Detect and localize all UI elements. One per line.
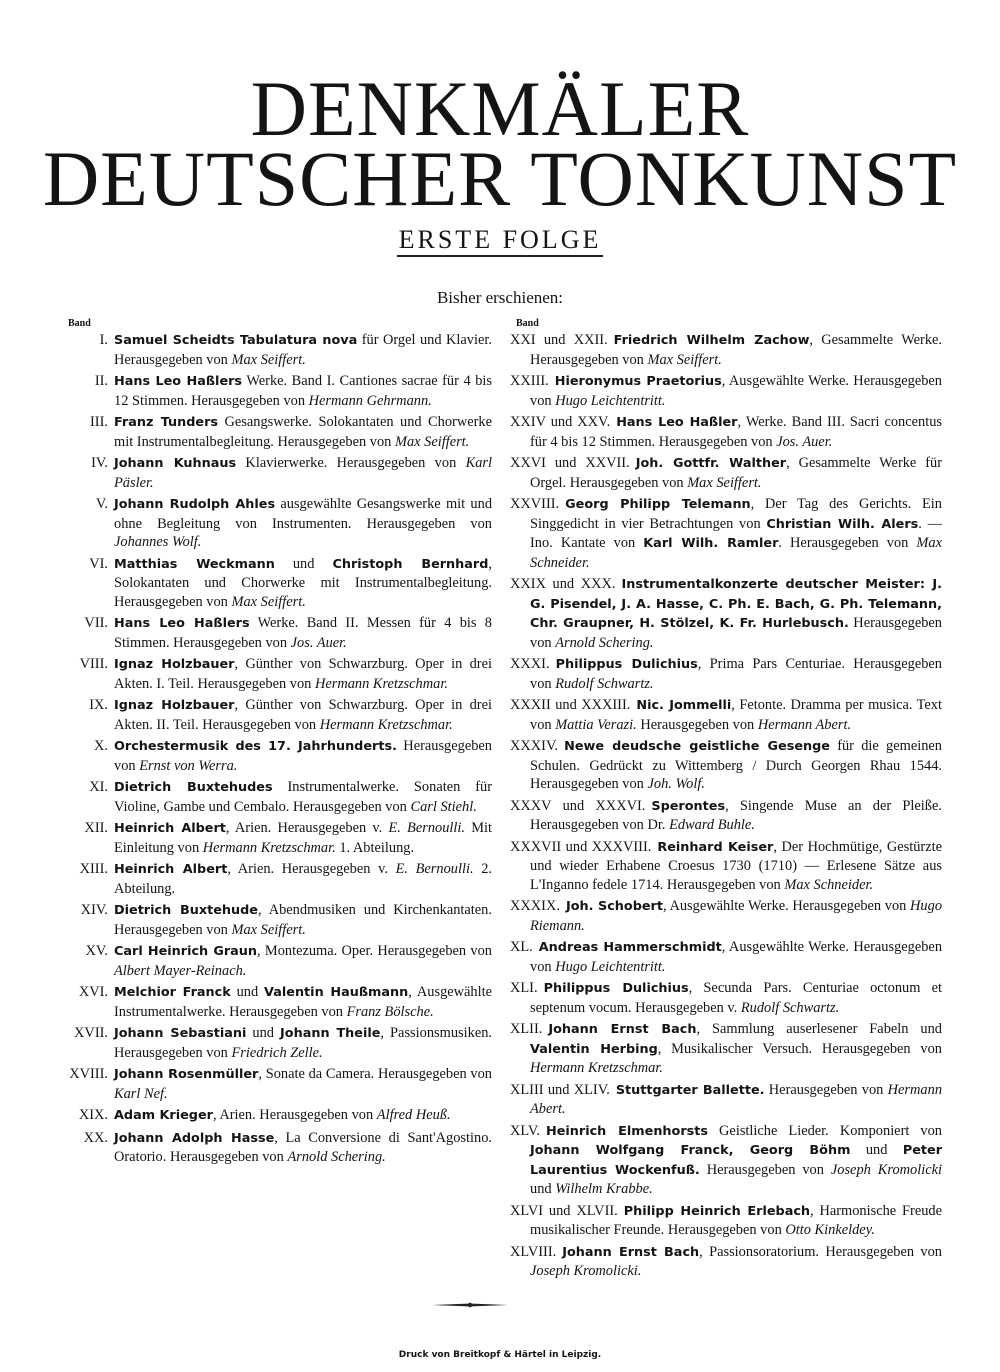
volume-entry bbox=[62, 696, 492, 734]
composer-title: Franz Tunders bbox=[114, 415, 219, 430]
volume-number: IV. bbox=[91, 455, 108, 471]
editor-name: Hermann Kretzschmar. bbox=[314, 675, 448, 692]
volume-number: XXIII. bbox=[510, 373, 549, 389]
composer-title: Johann Ernst Bach bbox=[562, 1244, 700, 1260]
title-line-1: DENKMÄLER bbox=[250, 65, 750, 152]
description-text: 1. Abteilung. bbox=[335, 839, 415, 856]
description-text: Herausgegeben von bbox=[114, 738, 492, 774]
series-label: ERSTE FOLGE bbox=[397, 225, 604, 257]
volume-entry bbox=[62, 942, 492, 980]
composer-title: Stuttgarter Ballette. bbox=[615, 1082, 765, 1098]
volume-entry bbox=[510, 696, 942, 734]
volume-description bbox=[510, 331, 942, 369]
volume-number: VIII. bbox=[79, 656, 108, 672]
volume-description bbox=[62, 819, 492, 857]
editor-name: Max Seiffert. bbox=[231, 921, 306, 938]
composer-title: Newe deudsche geistliche Gesenge bbox=[564, 739, 830, 754]
description-text: , Passionsmusiken. Herausgegeben von bbox=[114, 1025, 493, 1061]
volume-number: XIX. bbox=[78, 1107, 108, 1123]
editor-name: Jos. Auer. bbox=[290, 634, 347, 651]
volume-description bbox=[62, 983, 492, 1021]
editor-name: Hermann Abert. bbox=[530, 1081, 943, 1117]
volume-entry bbox=[62, 860, 492, 898]
volume-number: XXXIV. bbox=[510, 738, 559, 754]
editor-name: Hermann Abert. bbox=[757, 716, 852, 733]
editor-name: Hugo Riemann. bbox=[530, 898, 943, 934]
volume-description bbox=[510, 1122, 942, 1199]
composer-title: Carl Heinrich Graun bbox=[114, 944, 257, 959]
composer-title: Christoph Bernhard bbox=[332, 556, 489, 572]
volume-description bbox=[510, 495, 942, 572]
composer-title: Adam Krieger bbox=[114, 1108, 213, 1123]
editor-name: Otto Kinkeldey. bbox=[785, 1222, 875, 1238]
composer-title: Christian Wilh. Alers bbox=[766, 516, 919, 532]
description-text: und bbox=[850, 1142, 903, 1158]
volume-entry bbox=[510, 372, 942, 410]
description-text: , Der Hochmütige, Gestürzte und wieder Erhabene Croesus 1730 (1710) — Erlesene Sätze aus L'Inganno fedele 1714. Herausgegeben von bbox=[530, 838, 942, 893]
editor-name: Hermann Kretzschmar. bbox=[319, 716, 453, 733]
volume-number: V. bbox=[95, 496, 108, 512]
description-text: , Ausgewählte Werke. Herausgegeben von bbox=[662, 898, 911, 914]
editor-name: Max Seiffert. bbox=[647, 351, 722, 368]
left-volume-list bbox=[62, 331, 492, 1167]
description-text: , Singende Muse an der Pleiße. Herausgegeben von Dr. bbox=[530, 797, 942, 833]
composer-title: Valentin Haußmann bbox=[264, 985, 409, 1000]
description-text: , Arien. Herausgegeben v. bbox=[227, 861, 396, 877]
volume-description bbox=[62, 372, 492, 410]
description-text: für die gemeinen Schulen. Gedrückt zu Wittemberg / Durch Georgen Rhau 1544. Herausgegeben von bbox=[530, 738, 942, 792]
volume-description bbox=[62, 555, 492, 612]
composer-title: Philipp Heinrich Erlebach bbox=[623, 1203, 811, 1219]
volume-entry bbox=[510, 1243, 942, 1281]
description-text: 2. Abteilung. bbox=[114, 861, 492, 897]
editor-name: Wilhelm Krabbe. bbox=[555, 1181, 653, 1197]
volume-number: XL. bbox=[510, 939, 533, 955]
description-text: , Sammlung auserlesener Fabeln und bbox=[696, 1021, 942, 1037]
volume-description bbox=[510, 938, 942, 976]
editor-name: Hermann Kretzschmar. bbox=[530, 1060, 663, 1076]
volume-description bbox=[62, 901, 492, 939]
volume-description bbox=[510, 575, 942, 652]
volume-entry bbox=[510, 1081, 942, 1119]
volume-number: XLVI und XLVII. bbox=[510, 1202, 618, 1219]
volume-number: XLII. bbox=[510, 1021, 543, 1037]
volume-entry bbox=[510, 737, 942, 794]
composer-title: Georg Philipp Telemann bbox=[565, 497, 751, 512]
intro-text: Bisher erschienen: bbox=[436, 288, 564, 307]
volume-description bbox=[62, 778, 492, 816]
volume-entry bbox=[62, 1024, 492, 1062]
editor-name: E. Bernoulli. bbox=[395, 861, 474, 877]
composer-title: Instrumentalkonzerte deutscher Meister: J. G. Pisendel, J. A. Hasse, C. Ph. E. Bach, G. Ph. Telemann, Chr. Graupner, H. Stölzel, K. Fr. Hurlebusch. bbox=[530, 577, 943, 631]
volume-number: XXIV und XXV. bbox=[510, 414, 611, 430]
composer-title: Johann Theile bbox=[280, 1026, 381, 1041]
volume-description bbox=[62, 495, 492, 552]
composer-title: Johann Sebastiani bbox=[114, 1026, 247, 1041]
volume-entry bbox=[510, 1202, 942, 1240]
band-label: Band bbox=[516, 318, 539, 329]
description-text: , Arien. Herausgegeben v. bbox=[225, 820, 389, 836]
editor-name: Ernst von Werra. bbox=[139, 757, 238, 774]
description-text: Herausgegeben von bbox=[699, 1161, 831, 1178]
description-text: , Solokantaten und Chorwerke mit Instrumentalbegleitung. Herausgegeben von bbox=[114, 555, 492, 610]
editor-name: Karl Päsler. bbox=[114, 455, 493, 491]
volume-number: XX. bbox=[83, 1129, 108, 1146]
editor-name: Max Seiffert. bbox=[231, 351, 306, 368]
volume-entry bbox=[62, 614, 492, 652]
composer-title: Matthias Weckmann bbox=[114, 556, 275, 572]
volume-entry bbox=[62, 454, 492, 492]
description-text: . Herausgegeben von bbox=[778, 535, 917, 551]
volume-number: XLVIII. bbox=[510, 1243, 557, 1260]
composer-title: Johann Rosenmüller bbox=[114, 1067, 259, 1082]
volume-description bbox=[510, 655, 942, 693]
volume-number: XXXIX. bbox=[510, 898, 560, 914]
volume-entry bbox=[510, 575, 942, 652]
composer-title: Johann Ernst Bach bbox=[548, 1022, 697, 1037]
editor-name: Max Schneider. bbox=[784, 876, 874, 893]
volume-number: X. bbox=[94, 738, 108, 754]
composer-title: Melchior Franck bbox=[114, 985, 231, 1000]
volume-description bbox=[510, 897, 942, 935]
description-text: , Ausgewählte Werke. Herausgegeben von bbox=[530, 373, 943, 409]
editor-name: Max Seiffert. bbox=[394, 433, 470, 450]
volume-entry bbox=[510, 655, 942, 693]
volume-description bbox=[62, 1129, 492, 1167]
editor-name: Rudolf Schwartz. bbox=[740, 999, 840, 1016]
volume-description bbox=[510, 696, 942, 734]
volume-description bbox=[62, 454, 492, 492]
description-text: Herausgegeben von bbox=[764, 1081, 888, 1098]
volume-description bbox=[510, 454, 942, 492]
volume-description bbox=[510, 797, 942, 835]
description-text: Instrumentalwerke. Sonaten für Violine, Gambe und Cembalo. Herausgegeben von bbox=[114, 779, 492, 815]
composer-title: Valentin Herbing bbox=[530, 1041, 658, 1057]
description-text: , La Conversione di Sant'Agostino. Oratorio. Herausgegeben von bbox=[114, 1129, 492, 1165]
editor-name: Joseph Kromolicki bbox=[830, 1161, 942, 1178]
volume-number: II. bbox=[94, 373, 108, 389]
description-text: Werke. Band II. Messen für 4 bis 8 Stimmen. Herausgegeben von bbox=[114, 615, 492, 651]
composer-title: Ignaz Holzbauer bbox=[114, 698, 235, 713]
description-text: ausgewählte Gesangswerke mit und ohne Begleitung von Instrumenten. Herausgegeben von bbox=[114, 496, 493, 532]
description-text: , Arien. Herausgegeben von bbox=[212, 1107, 377, 1123]
ornament-rule bbox=[430, 1302, 510, 1308]
editor-name: Karl Nef. bbox=[114, 1085, 168, 1102]
volume-description bbox=[62, 737, 492, 775]
volume-number: VI. bbox=[89, 555, 108, 572]
editor-name: Hugo Leichtentritt. bbox=[555, 392, 666, 409]
composer-title: Philippus Dulichius bbox=[543, 981, 689, 996]
left-column bbox=[62, 318, 492, 1170]
composer-title: Samuel Scheidts Tabulatura nova bbox=[114, 333, 358, 348]
volume-entry bbox=[510, 495, 942, 572]
composer-title: Ignaz Holzbauer bbox=[114, 657, 235, 672]
volume-number: XXXII und XXXIII. bbox=[510, 697, 631, 713]
volume-number: XLV. bbox=[510, 1122, 540, 1139]
volume-description bbox=[510, 372, 942, 410]
printer-imprint: Druck von Breitkopf & Härtel in Leipzig. bbox=[398, 1350, 602, 1360]
volume-number: XXVI und XXVII. bbox=[510, 455, 630, 471]
volume-entry bbox=[510, 938, 942, 976]
description-text: , Prima Pars Centuriae. Herausgegeben von bbox=[530, 656, 942, 692]
volume-description bbox=[510, 979, 942, 1017]
volume-description bbox=[62, 1106, 492, 1126]
description-text: , Der Tag des Gerichts. Ein Singgedicht in vier Betrachtungen von bbox=[530, 496, 942, 532]
volume-number: VII. bbox=[84, 615, 108, 631]
volume-entry bbox=[62, 555, 492, 612]
volume-description bbox=[62, 655, 492, 693]
volume-number: XXI und XXII. bbox=[510, 332, 608, 348]
description-text: Klavierwerke. Herausgegeben von bbox=[236, 455, 466, 471]
description-text: Geistliche Lieder. Komponiert von bbox=[708, 1122, 942, 1139]
volume-description bbox=[62, 331, 492, 369]
description-text: , Sonate da Camera. Herausgegeben von bbox=[258, 1066, 493, 1082]
volume-description bbox=[510, 737, 942, 794]
editor-name: Mattia Verazi. bbox=[555, 716, 637, 733]
volume-description bbox=[62, 942, 492, 980]
volume-entry bbox=[62, 655, 492, 693]
description-text: , Ausgewählte Werke. Herausgegeben von bbox=[530, 939, 943, 975]
composer-title: Hans Leo Haßlers bbox=[114, 374, 243, 389]
volume-entry bbox=[62, 372, 492, 410]
description-text: , Montezuma. Oper. Herausgegeben von bbox=[257, 943, 492, 959]
editor-name: Joh. Wolf. bbox=[647, 776, 705, 792]
composer-title: Sperontes bbox=[651, 798, 726, 814]
volume-entry bbox=[510, 979, 942, 1017]
description-text: Gesangswerke. Solokantaten und Chorwerke mit Instrumentalbegleitung. Herausgegeben von bbox=[114, 414, 492, 450]
composer-title: Philippus Dulichius bbox=[555, 657, 698, 672]
volume-entry bbox=[510, 413, 942, 451]
description-text: , Gesammelte Werke. Herausgegeben von bbox=[530, 332, 942, 368]
description-text: Herausgegeben von bbox=[530, 615, 943, 651]
volume-entry bbox=[62, 1106, 492, 1126]
description-text: Herausgegeben von bbox=[636, 716, 758, 733]
volume-number: XXXVII und XXXVIII. bbox=[510, 838, 652, 855]
description-text: , Günther von Schwarzburg. Oper in drei Akten. II. Teil. Herausgegeben von bbox=[114, 697, 492, 733]
volume-description bbox=[510, 413, 942, 451]
volume-entry bbox=[62, 413, 492, 451]
composer-title: Johann Kuhnaus bbox=[114, 456, 237, 471]
volume-description bbox=[62, 413, 492, 451]
volume-entry bbox=[510, 1122, 942, 1199]
volume-entry bbox=[510, 797, 942, 835]
volume-entry bbox=[62, 983, 492, 1021]
editor-name: Joseph Kromolicki. bbox=[530, 1263, 642, 1279]
description-text: und bbox=[274, 555, 333, 572]
description-text: Mit Einleitung von bbox=[114, 820, 492, 856]
composer-title: Friedrich Wilhelm Zachow bbox=[613, 333, 810, 348]
volume-entry bbox=[62, 778, 492, 816]
volume-entry bbox=[62, 495, 492, 552]
editor-name: Max Seiffert. bbox=[687, 474, 762, 491]
editor-name: Friedrich Zelle. bbox=[231, 1044, 323, 1061]
volume-description bbox=[62, 860, 492, 898]
volume-number: XXXI. bbox=[510, 656, 550, 672]
description-text: Werke. Band I. Cantiones sacrae für 4 bis 12 Stimmen. Herausgegeben von bbox=[114, 373, 493, 409]
description-text: für Orgel und Klavier. Herausgegeben von bbox=[114, 332, 492, 368]
volume-entry bbox=[510, 897, 942, 935]
volume-number: XXVIII. bbox=[510, 496, 560, 512]
band-label: Band bbox=[68, 318, 91, 329]
composer-title: Johann Wolfgang Franck, Georg Böhm bbox=[530, 1143, 851, 1158]
volume-number: XVIII. bbox=[69, 1066, 108, 1082]
volume-number: XIII. bbox=[79, 861, 108, 877]
description-text: , Secunda Pars. Centuriae octonum et septenum vocum. Herausgegeben v. bbox=[530, 980, 942, 1016]
volume-number: XI. bbox=[89, 779, 108, 795]
editor-name: Rudolf Schwartz. bbox=[555, 675, 654, 692]
description-text: . — Ino. Kantate von bbox=[530, 515, 942, 551]
editor-name: Edward Buhle. bbox=[669, 817, 755, 833]
description-text: , Passionsoratorium. Herausgegeben von bbox=[699, 1243, 942, 1260]
volume-number: IX. bbox=[89, 697, 108, 713]
editor-name: Albert Mayer-Reinach. bbox=[114, 962, 247, 979]
volume-number: XLIII und XLIV. bbox=[510, 1081, 610, 1098]
composer-title: Hans Leo Haßlers bbox=[114, 616, 250, 631]
volume-number: I. bbox=[99, 332, 108, 348]
editor-name: Arnold Schering. bbox=[555, 634, 654, 651]
series-heading bbox=[0, 227, 1000, 253]
volume-description bbox=[62, 1065, 492, 1103]
composer-title: Peter Laurentius Wockenfuß. bbox=[530, 1143, 943, 1178]
volume-description bbox=[510, 1243, 942, 1281]
composer-title: Andreas Hammerschmidt bbox=[538, 940, 722, 955]
volume-number: XLI. bbox=[510, 980, 538, 996]
right-column bbox=[510, 318, 942, 1284]
description-text: , Günther von Schwarzburg. Oper in drei Akten. I. Teil. Herausgegeben von bbox=[114, 656, 492, 692]
volume-number: XV. bbox=[85, 943, 108, 959]
editor-name: Carl Stiehl. bbox=[410, 798, 477, 815]
right-volume-list bbox=[510, 331, 942, 1281]
description-text: , Abendmusiken und Kirchenkantaten. Herausgegeben von bbox=[114, 902, 492, 938]
volume-entry bbox=[510, 1020, 942, 1078]
volume-number: XVI. bbox=[78, 984, 108, 1000]
composer-title: Joh. Schobert bbox=[565, 899, 663, 914]
description-text: , Gesammelte Werke für Orgel. Herausgegeben von bbox=[530, 455, 942, 491]
description-text: , Werke. Band III. Sacri concentus für 4 bis 12 Stimmen. Herausgegeben von bbox=[530, 414, 942, 450]
volume-entry bbox=[62, 819, 492, 857]
composer-title: Heinrich Albert bbox=[114, 821, 226, 836]
composer-title: Johann Adolph Hasse bbox=[114, 1130, 275, 1146]
editor-name: Arnold Schering. bbox=[287, 1149, 386, 1165]
editor-name: Franz Bölsche. bbox=[346, 1003, 434, 1020]
volume-number: XVII. bbox=[74, 1025, 108, 1041]
editor-name: E. Bernoulli. bbox=[388, 820, 465, 836]
volume-number: XXXV und XXXVI. bbox=[510, 797, 646, 814]
editor-name: Max Seiffert. bbox=[231, 593, 306, 610]
composer-title: Nic. Jommelli bbox=[636, 698, 732, 713]
volume-entry bbox=[510, 838, 942, 895]
volume-description bbox=[510, 838, 942, 895]
description-text: , Ausgewählte Instrumentalwerke. Herausgegeben von bbox=[114, 984, 493, 1020]
composer-title: Heinrich Albert bbox=[114, 862, 228, 877]
volume-number: III. bbox=[90, 414, 108, 430]
composer-title: Dietrich Buxtehude bbox=[114, 903, 258, 918]
volume-number: XII. bbox=[84, 820, 108, 836]
volume-entry bbox=[62, 737, 492, 775]
editor-name: Alfred Heuß. bbox=[376, 1107, 451, 1123]
volume-description bbox=[62, 614, 492, 652]
volume-number: XXIX und XXX. bbox=[510, 576, 616, 592]
composer-title: Johann Rudolph Ahles bbox=[114, 497, 276, 512]
description-text: , Harmonische Freude musikalischer Freunde. Herausgegeben von bbox=[530, 1202, 942, 1238]
composer-title: Heinrich Elmenhorsts bbox=[546, 1123, 708, 1139]
volume-entry bbox=[62, 901, 492, 939]
description-text: und bbox=[246, 1025, 281, 1041]
description-text: , Musikalischer Versuch. Herausgegeben von bbox=[657, 1040, 942, 1057]
volume-description bbox=[510, 1202, 942, 1240]
composer-title: Reinhard Keiser bbox=[657, 839, 774, 855]
description-text: , Fetonte. Dramma per musica. Text von bbox=[530, 697, 942, 733]
editor-name: Jos. Auer. bbox=[776, 433, 833, 450]
composer-title: Orchestermusik des 17. Jahrhunderts. bbox=[114, 739, 397, 754]
editor-name: Hermann Kretzschmar. bbox=[202, 839, 336, 856]
description-text: und bbox=[530, 1181, 556, 1197]
volume-description bbox=[62, 696, 492, 734]
description-text: und bbox=[230, 984, 265, 1000]
composer-title: Dietrich Buxtehudes bbox=[114, 780, 273, 795]
composer-title: Karl Wilh. Ramler bbox=[643, 536, 779, 551]
composer-title: Hieronymus Praetorius bbox=[554, 374, 722, 389]
volume-entry bbox=[62, 1129, 492, 1167]
composer-title: Hans Leo Haßler bbox=[616, 415, 738, 430]
volume-number: XIV. bbox=[80, 902, 108, 918]
editor-name: Johannes Wolf. bbox=[114, 534, 202, 550]
volume-entry bbox=[62, 331, 492, 369]
volume-entry bbox=[510, 454, 942, 492]
volume-entry bbox=[510, 331, 942, 369]
composer-title: Joh. Gottfr. Walther bbox=[635, 456, 787, 471]
volume-entry bbox=[62, 1065, 492, 1103]
volume-description bbox=[510, 1081, 942, 1119]
editor-name: Hermann Gehrmann. bbox=[308, 392, 432, 409]
title-line-2: DEUTSCHER TONKUNST bbox=[42, 135, 958, 222]
volume-description bbox=[62, 1024, 492, 1062]
volume-description bbox=[510, 1020, 942, 1078]
editor-name: Hugo Leichtentritt. bbox=[555, 958, 666, 975]
editor-name: Max Schneider. bbox=[530, 535, 942, 571]
